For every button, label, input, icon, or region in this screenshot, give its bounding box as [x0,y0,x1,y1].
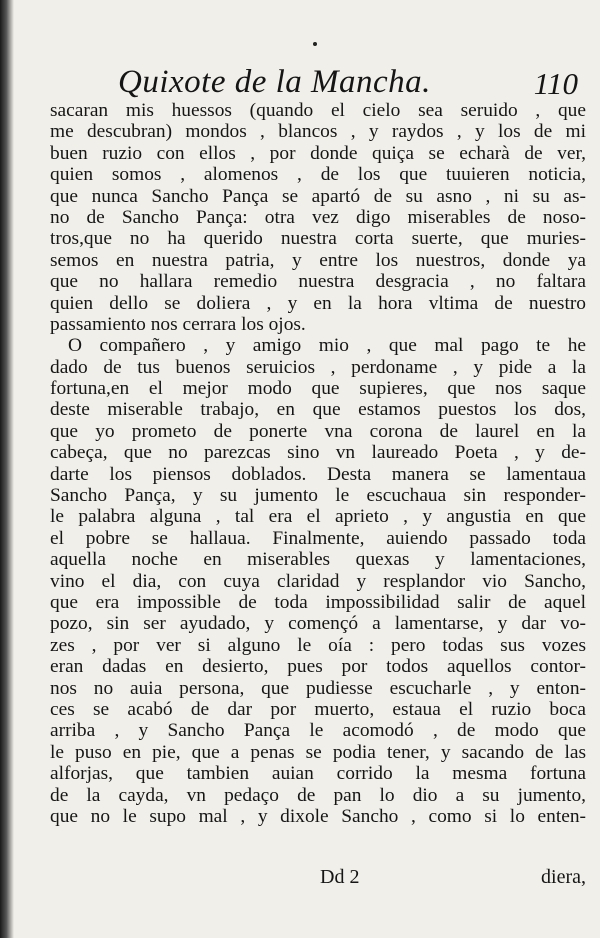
text-line: deste miserable trabajo, en que estamos puestos los dos, [50,399,586,421]
text-line: de la cayda, vn pedaço de pan lo dio a su jumento, [50,784,586,806]
text-line: O compañero , y amigo mio , que mal pago te he [68,335,586,357]
running-title: Quixote de la Mancha. [118,64,431,100]
text-line: quien dello se doliera , y en la hora vltima de nuestro [50,292,586,314]
text-line: le puso en pie, que a penas se podia tener, y sacando de las [50,741,586,763]
text-line: que no hallara remedio nuestra desgracia , no faltara [50,271,586,293]
text-line: tros,que no ha querido nuestra corta suerte, que muries- [50,228,586,250]
text-line: que no le supo mal , y dixole Sancho , como si lo enten- [50,805,586,827]
text-line: fortuna,en el mejor modo que supieres, que nos saque [50,378,586,400]
text-line: cabeça, que no parezcas sino vn laureado Poeta , y de- [50,442,586,464]
text-line: nos no auia persona, que pudiesse escucharle , y enton- [50,677,586,699]
text-line: vino el dia, con cuya claridad y resplandor vio Sancho, [50,570,586,592]
text-line: ces se acabó de dar por muerto, estaua el ruzio boca [50,698,586,720]
page-footer [50,866,586,896]
text-line: no de Sancho Pança: otra vez digo miserables de noso- [50,206,586,228]
ink-speck [313,42,317,46]
text-line: eran dadas en desierto, pues por todos aquellos contor- [50,656,586,678]
catchword: diera, [541,866,586,888]
text-line: zes , por ver si alguno le oía : pero todas sus vozes [50,634,586,656]
text-line: dado de tus buenos seruicios , perdoname , y pide a la [50,356,586,378]
text-line: Sancho Pança, y su jumento le escuchaua sin responder- [50,485,586,507]
text-line: alforjas, que tambien auian corrido la mesma fortuna [50,763,586,785]
folio-number: 110 [533,66,578,101]
text-line: aquella noche en miserables quexas y lamentaciones, [50,549,586,571]
text-line: que yo prometo de ponerte vna corona de laurel en la [50,420,586,442]
binding-shadow [0,0,14,938]
text-line: me descubran) mondos , blancos , y raydos , y los de mi [50,121,586,143]
page-header [118,64,578,104]
text-line: que era impossible de toda impossibilidad salir de aquel [50,591,586,613]
text-line: pozo, sin ser ayudado, y començó a lamentarse, y dar vo- [50,613,586,635]
signature-mark: Dd 2 [320,866,360,888]
text-line: le palabra alguna , tal era el aprieto , y angustia en que [50,506,586,528]
text-line: semos en nuestra patria, y entre los nuestros, donde ya [50,249,586,271]
body-text [50,100,586,827]
text-line: darte los piensos doblados. Desta manera se lamentaua [50,463,586,485]
text-line: quien somos , alomenos , de los que tuuieren noticia, [50,164,586,186]
text-line: el pobre se hallaua. Finalmente, auiendo passado toda [50,527,586,549]
text-line: passamiento nos cerrara los ojos. [50,313,306,335]
text-line: sacaran mis huessos (quando el cielo sea seruido , que [50,100,586,121]
text-line: que nunca Sancho Pança se apartó de su asno , ni su as- [50,185,586,207]
text-line: arriba , y Sancho Pança le acomodó , de modo que [50,720,586,742]
text-line: buen ruzio con ellos , por donde quiça se echarà de ver, [50,142,586,164]
